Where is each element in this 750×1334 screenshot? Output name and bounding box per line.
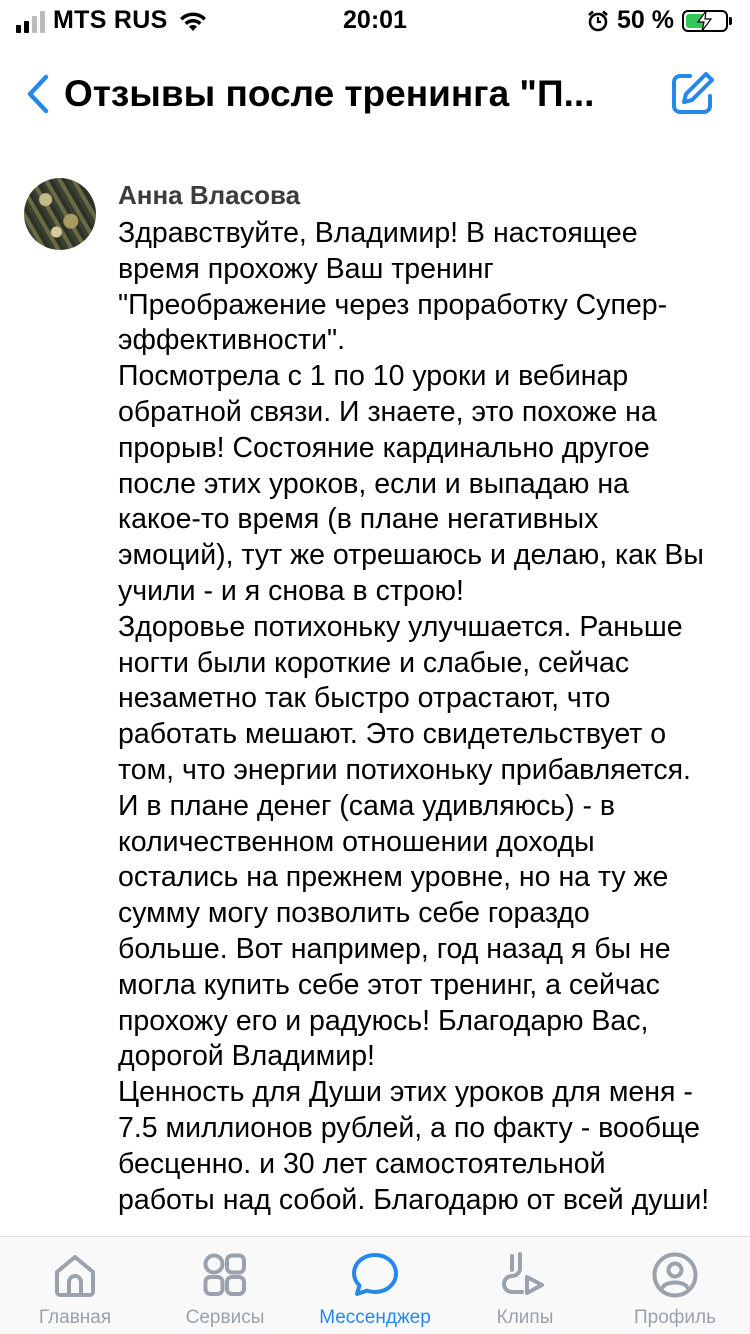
wifi-icon xyxy=(178,10,208,32)
status-bar xyxy=(0,0,750,40)
comment-line: дорогой Владимир! xyxy=(118,1040,375,1073)
comment-line: после этих уроков, если и выпадаю на xyxy=(118,467,629,500)
tab-label: Главная xyxy=(38,1307,112,1328)
compose-button[interactable] xyxy=(664,66,720,122)
alarm-icon xyxy=(587,10,609,32)
comment-line: количественном отношении доходы xyxy=(118,825,595,858)
status-right xyxy=(587,6,728,35)
comment-line: бесценно. и 30 лет самостоятельной xyxy=(118,1147,606,1180)
comment-line: остались на прежнем уровне, но на ту же xyxy=(118,861,669,894)
tab-label: Сервисы xyxy=(185,1307,265,1328)
comment-line: Здравствуйте, Владимир! В настоящее xyxy=(118,217,638,249)
comment-line: незаметно так быстро отрастают, что xyxy=(118,682,611,715)
messenger-icon xyxy=(349,1249,401,1301)
comment-text xyxy=(118,216,728,1218)
tab-profile[interactable] xyxy=(600,1249,750,1329)
battery-percent: 50 % xyxy=(617,6,674,34)
comment-author[interactable]: Анна Власова xyxy=(118,180,301,210)
chevron-left-icon xyxy=(26,74,50,114)
comment-line: "Преображение через проработку Супер- xyxy=(118,288,668,321)
signal-icon xyxy=(16,9,45,33)
clock: 20:01 xyxy=(343,6,407,34)
tab-label: Клипы xyxy=(496,1307,554,1328)
charging-bolt-icon xyxy=(696,11,714,31)
comment-line: какое-то время (в плане негативных xyxy=(118,503,599,536)
services-icon xyxy=(199,1249,251,1301)
clips-icon xyxy=(499,1249,551,1301)
tab-messenger[interactable] xyxy=(300,1249,450,1329)
comment-line: обратной связи. И знаете, это похоже на xyxy=(118,395,657,428)
comment-line: Посмотрела с 1 по 10 уроки и вебинар xyxy=(118,360,629,393)
comment-line: прорыв! Состояние кардинально другое xyxy=(118,431,650,464)
home-icon xyxy=(49,1249,101,1301)
battery-icon xyxy=(682,10,728,32)
comment-line: том, что энергии потихоньку прибавляется. xyxy=(118,753,691,786)
tab-label: Профиль xyxy=(633,1307,717,1328)
comment-line: И в плане денег (сама удивляюсь) - в xyxy=(118,789,616,822)
comment-line: работать мешают. Это свидетельствует о xyxy=(118,718,667,751)
tab-clips[interactable] xyxy=(450,1249,600,1329)
page-title: Отзывы после тренинга "П... xyxy=(64,73,595,114)
tab-label: Мессенджер xyxy=(319,1307,431,1328)
comment-line: могла купить себе этот тренинг, а сейчас xyxy=(118,968,660,1001)
comment-line: Здоровье потихоньку улучшается. Раньше xyxy=(118,610,683,643)
nav-header xyxy=(0,56,750,136)
profile-icon xyxy=(649,1249,701,1301)
avatar[interactable] xyxy=(24,178,96,250)
tab-home[interactable] xyxy=(0,1249,150,1329)
tab-bar xyxy=(0,1236,750,1334)
back-button[interactable] xyxy=(20,70,56,118)
tab-services[interactable] xyxy=(150,1249,300,1329)
comment-line: время прохожу Ваш тренинг xyxy=(118,252,494,285)
comment-line: Ценность для Души этих уроков для меня - xyxy=(118,1076,693,1109)
comment-line: работы над собой. Благодарю от всей души! xyxy=(118,1183,710,1216)
comment-line: сумму могу позволить себе гораздо xyxy=(118,897,590,930)
comment-line: больше. Вот например, год назад я бы не xyxy=(118,932,671,965)
edit-icon xyxy=(668,70,716,118)
status-left xyxy=(16,6,208,35)
comment-line: 7.5 миллионов рублей, а по факту - вообще xyxy=(118,1111,700,1144)
comment-line: эффективности". xyxy=(118,324,346,357)
comment-line: учили - и я снова в строю! xyxy=(118,574,464,607)
comment-line: эмоций), тут же отрешаюсь и делаю, как Вы xyxy=(118,539,704,572)
comment-line: ногти были короткие и слабые, сейчас xyxy=(118,646,630,679)
comment-line: прохожу его и радуюсь! Благодарю Вас, xyxy=(118,1004,649,1037)
carrier-name: MTS RUS xyxy=(53,6,168,34)
